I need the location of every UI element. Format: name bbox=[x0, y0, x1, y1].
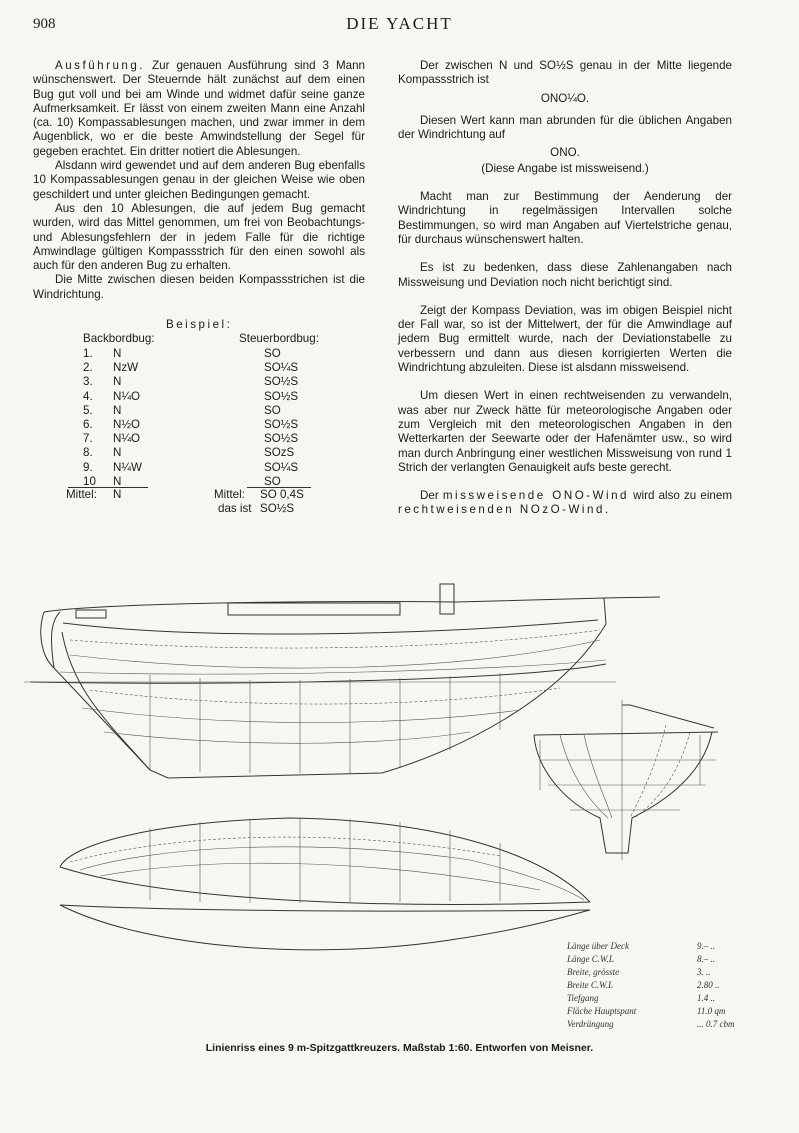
example-cell-n: 5. bbox=[83, 403, 93, 417]
legend-label: Breite C.W.L bbox=[567, 980, 614, 990]
right-column bbox=[398, 59, 732, 532]
example-cell-n: 3. bbox=[83, 375, 93, 389]
paragraph-mitte: Der zwischen N und SO½S genau in der Mitte liegende Kompassstrich ist bbox=[398, 59, 732, 87]
example-cell-bb: N bbox=[113, 446, 122, 460]
value-ono-quarter: ONO¼O. bbox=[540, 91, 590, 105]
paragraph-gewendet: Alsdann wird gewendet und auf dem anderen Bug ebenfalls 10 Kompassablesungen genau in der gleichen Weise wie oben geschildert und unter gleichen Bedingungen gemacht. bbox=[33, 159, 365, 201]
example-cell-sb: SO bbox=[264, 474, 281, 488]
example-cell-n: 10 bbox=[83, 474, 96, 488]
legend-label: Länge C.W.L bbox=[567, 954, 614, 964]
example-cell-bb: N bbox=[113, 375, 122, 389]
mean-right-value: SO 0,4S bbox=[260, 488, 304, 501]
legend-value: 1.4 .. bbox=[697, 993, 715, 1003]
example-cell-bb: N bbox=[113, 403, 122, 417]
example-cell-sb: SOzS bbox=[264, 446, 295, 460]
legend-label: Verdrängung bbox=[567, 1019, 614, 1029]
example-cell-bb: N¼O bbox=[113, 389, 141, 403]
example-cell-sb: SO½S bbox=[264, 375, 299, 389]
paragraph-conclusion bbox=[398, 489, 732, 518]
example-cell-n: 6. bbox=[83, 418, 93, 431]
legend-value: 11.0 qm bbox=[697, 1006, 726, 1016]
example-cell-sb: SO½S bbox=[264, 432, 299, 446]
conclusion-d: rechtweisenden NOzO-Wind. bbox=[398, 503, 611, 517]
mean-right-label: Mittel: bbox=[214, 488, 245, 501]
example-cell-bb: N½O bbox=[113, 418, 141, 431]
mean-left-label: Mittel: bbox=[66, 488, 97, 501]
legend-value: 8.– .. bbox=[697, 954, 715, 964]
legend-label: Breite, grösste bbox=[567, 967, 620, 977]
legend-label: Länge über Deck bbox=[567, 941, 629, 951]
example-cell-n: 8. bbox=[83, 446, 93, 460]
das-ist-value: SO½S bbox=[260, 502, 295, 515]
example-cell-sb: SO¼S bbox=[264, 361, 299, 375]
legend-value: ... 0.7 cbm bbox=[697, 1019, 735, 1029]
header-steuerbordbug: Steuerbordbug: bbox=[239, 332, 319, 345]
figure-caption: Linienriss eines 9 m-Spitzgattkreuzers. Maßstab 1:60. Entworfen von Meisner. bbox=[205, 1042, 594, 1054]
example-cell-bb: N bbox=[113, 347, 122, 360]
paragraph-windrichtung: Die Mitte zwischen diesen beiden Kompassstrichen ist die Windrichtung. bbox=[33, 273, 365, 301]
example-cell-bb: N bbox=[113, 474, 122, 488]
example-cell-bb: N¼W bbox=[113, 460, 142, 474]
header-backbordbug: Backbordbug: bbox=[83, 332, 155, 345]
example-cell-n: 4. bbox=[83, 389, 93, 403]
paragraph-deviation: Zeigt der Kompass Deviation, was im obigen Beispiel nicht der Fall war, so ist der Mittelwert, der für die Amwindlage auf jedem Bug ermittelt wurde, nach der Deviationstabelle zu verbessern und dann aus diesen korrigierten Werten die Windrichtung abzuleiten. Diese ist alsdann missweisend. bbox=[398, 303, 732, 375]
example-cell-n: 2. bbox=[83, 361, 93, 375]
mean-left-value: N bbox=[113, 488, 122, 501]
profile-view bbox=[24, 584, 660, 778]
das-ist-label: das ist bbox=[218, 502, 252, 515]
legend-value: 3. .. bbox=[697, 967, 711, 977]
legend-value: 9.– .. bbox=[697, 941, 715, 951]
conclusion-a: Der bbox=[420, 489, 439, 503]
paragraph-abrunden: Diesen Wert kann man abrunden für die üblichen Angaben der Windrichtung auf bbox=[398, 113, 732, 142]
lead-word: Ausführung. bbox=[55, 59, 146, 72]
legend-label: Tiefgang bbox=[567, 993, 599, 1003]
example-cell-sb: SO bbox=[264, 403, 281, 417]
half-breadth-plan bbox=[60, 818, 590, 950]
dimensions-legend bbox=[567, 941, 757, 1033]
paragraph-intervalle: Macht man zur Bestimmung der Aenderung der Windrichtung in regelmässigen Intervallen solche Bestimmungen, so wird man Angaben auf Viertelstriche genau, für durchaus wünschenswert halten. bbox=[398, 190, 732, 246]
example-cell-n: 1. bbox=[83, 347, 93, 360]
conclusion-b: missweisende ONO-Wind bbox=[442, 489, 629, 503]
legend-label: Fläche Hauptspant bbox=[567, 1006, 637, 1016]
example-title: Beispiel: bbox=[166, 318, 233, 331]
example-cell-sb: SO½S bbox=[264, 389, 299, 403]
example-cell-n: 9. bbox=[83, 460, 93, 474]
paragraph-text: Zur genauen Ausführung sind 3 Mann wünschenswert. Der Steuernde hält zunächst auf dem einen Bug gut voll und bei am Winde und widmet dafür seine ganze Aufmerksamkeit. Er lässt von einem zweiten Mann eine Anzahl (ca. 10) Kompassablesungen machen, und zwar immer in dem Augenblick, wo er die beste Amwindstellung der Segel für gegeben erachtet. Ein dritter notiert die Ablesungen. bbox=[33, 59, 365, 158]
example-cell-sb: SO¼S bbox=[264, 460, 299, 474]
example-cell-sb: SO½S bbox=[264, 418, 299, 431]
conclusion-c: wird also zu einem bbox=[633, 489, 732, 503]
body-plan bbox=[534, 700, 718, 860]
paragraph-bedenken: Es ist zu bedenken, dass diese Zahlenangaben nach Missweisung und Deviation noch nicht berichtigt sind. bbox=[398, 261, 732, 289]
running-title: DIE YACHT bbox=[346, 14, 453, 33]
paragraph-ausfuehrung bbox=[33, 59, 365, 159]
example-cell-sb: SO bbox=[264, 347, 281, 360]
example-cell-n: 7. bbox=[83, 432, 93, 446]
legend-value: 2.80 .. bbox=[697, 980, 720, 990]
paragraph-rechtweisend: Um diesen Wert in einen rechtweisenden zu verwandeln, was aber nur Zweck hätte für meteorologische Angaben oder zum Vergleich mit den meteorologischen Angaben in den Wetterkarten der Seewarte oder der Hafenämter usw., so wird man durch Anbringung einer westlichen Missweisung von rund 1 Strich der verlangten Genauigkeit aufs beste gerecht. bbox=[398, 389, 732, 474]
example-cell-bb: NzW bbox=[113, 361, 139, 375]
paragraph-mittel: Aus den 10 Ablesungen, die auf jedem Bug gemacht wurden, wird das Mittel genommen, um frei von Beobachtungs- und Ablesungsfehlern der in jedem Falle für die richtige Amwindlage gültigen Kompassstrich für den einen sowohl als auch für den anderen Bug zu erhalten. bbox=[33, 201, 365, 273]
value-ono: ONO. bbox=[550, 146, 580, 160]
page-number: 908 bbox=[33, 16, 56, 32]
example-table bbox=[33, 318, 373, 528]
value-ono-note: (Diese Angabe ist missweisend.) bbox=[481, 161, 649, 175]
example-cell-bb: N¼O bbox=[113, 432, 141, 446]
left-column bbox=[33, 59, 365, 302]
